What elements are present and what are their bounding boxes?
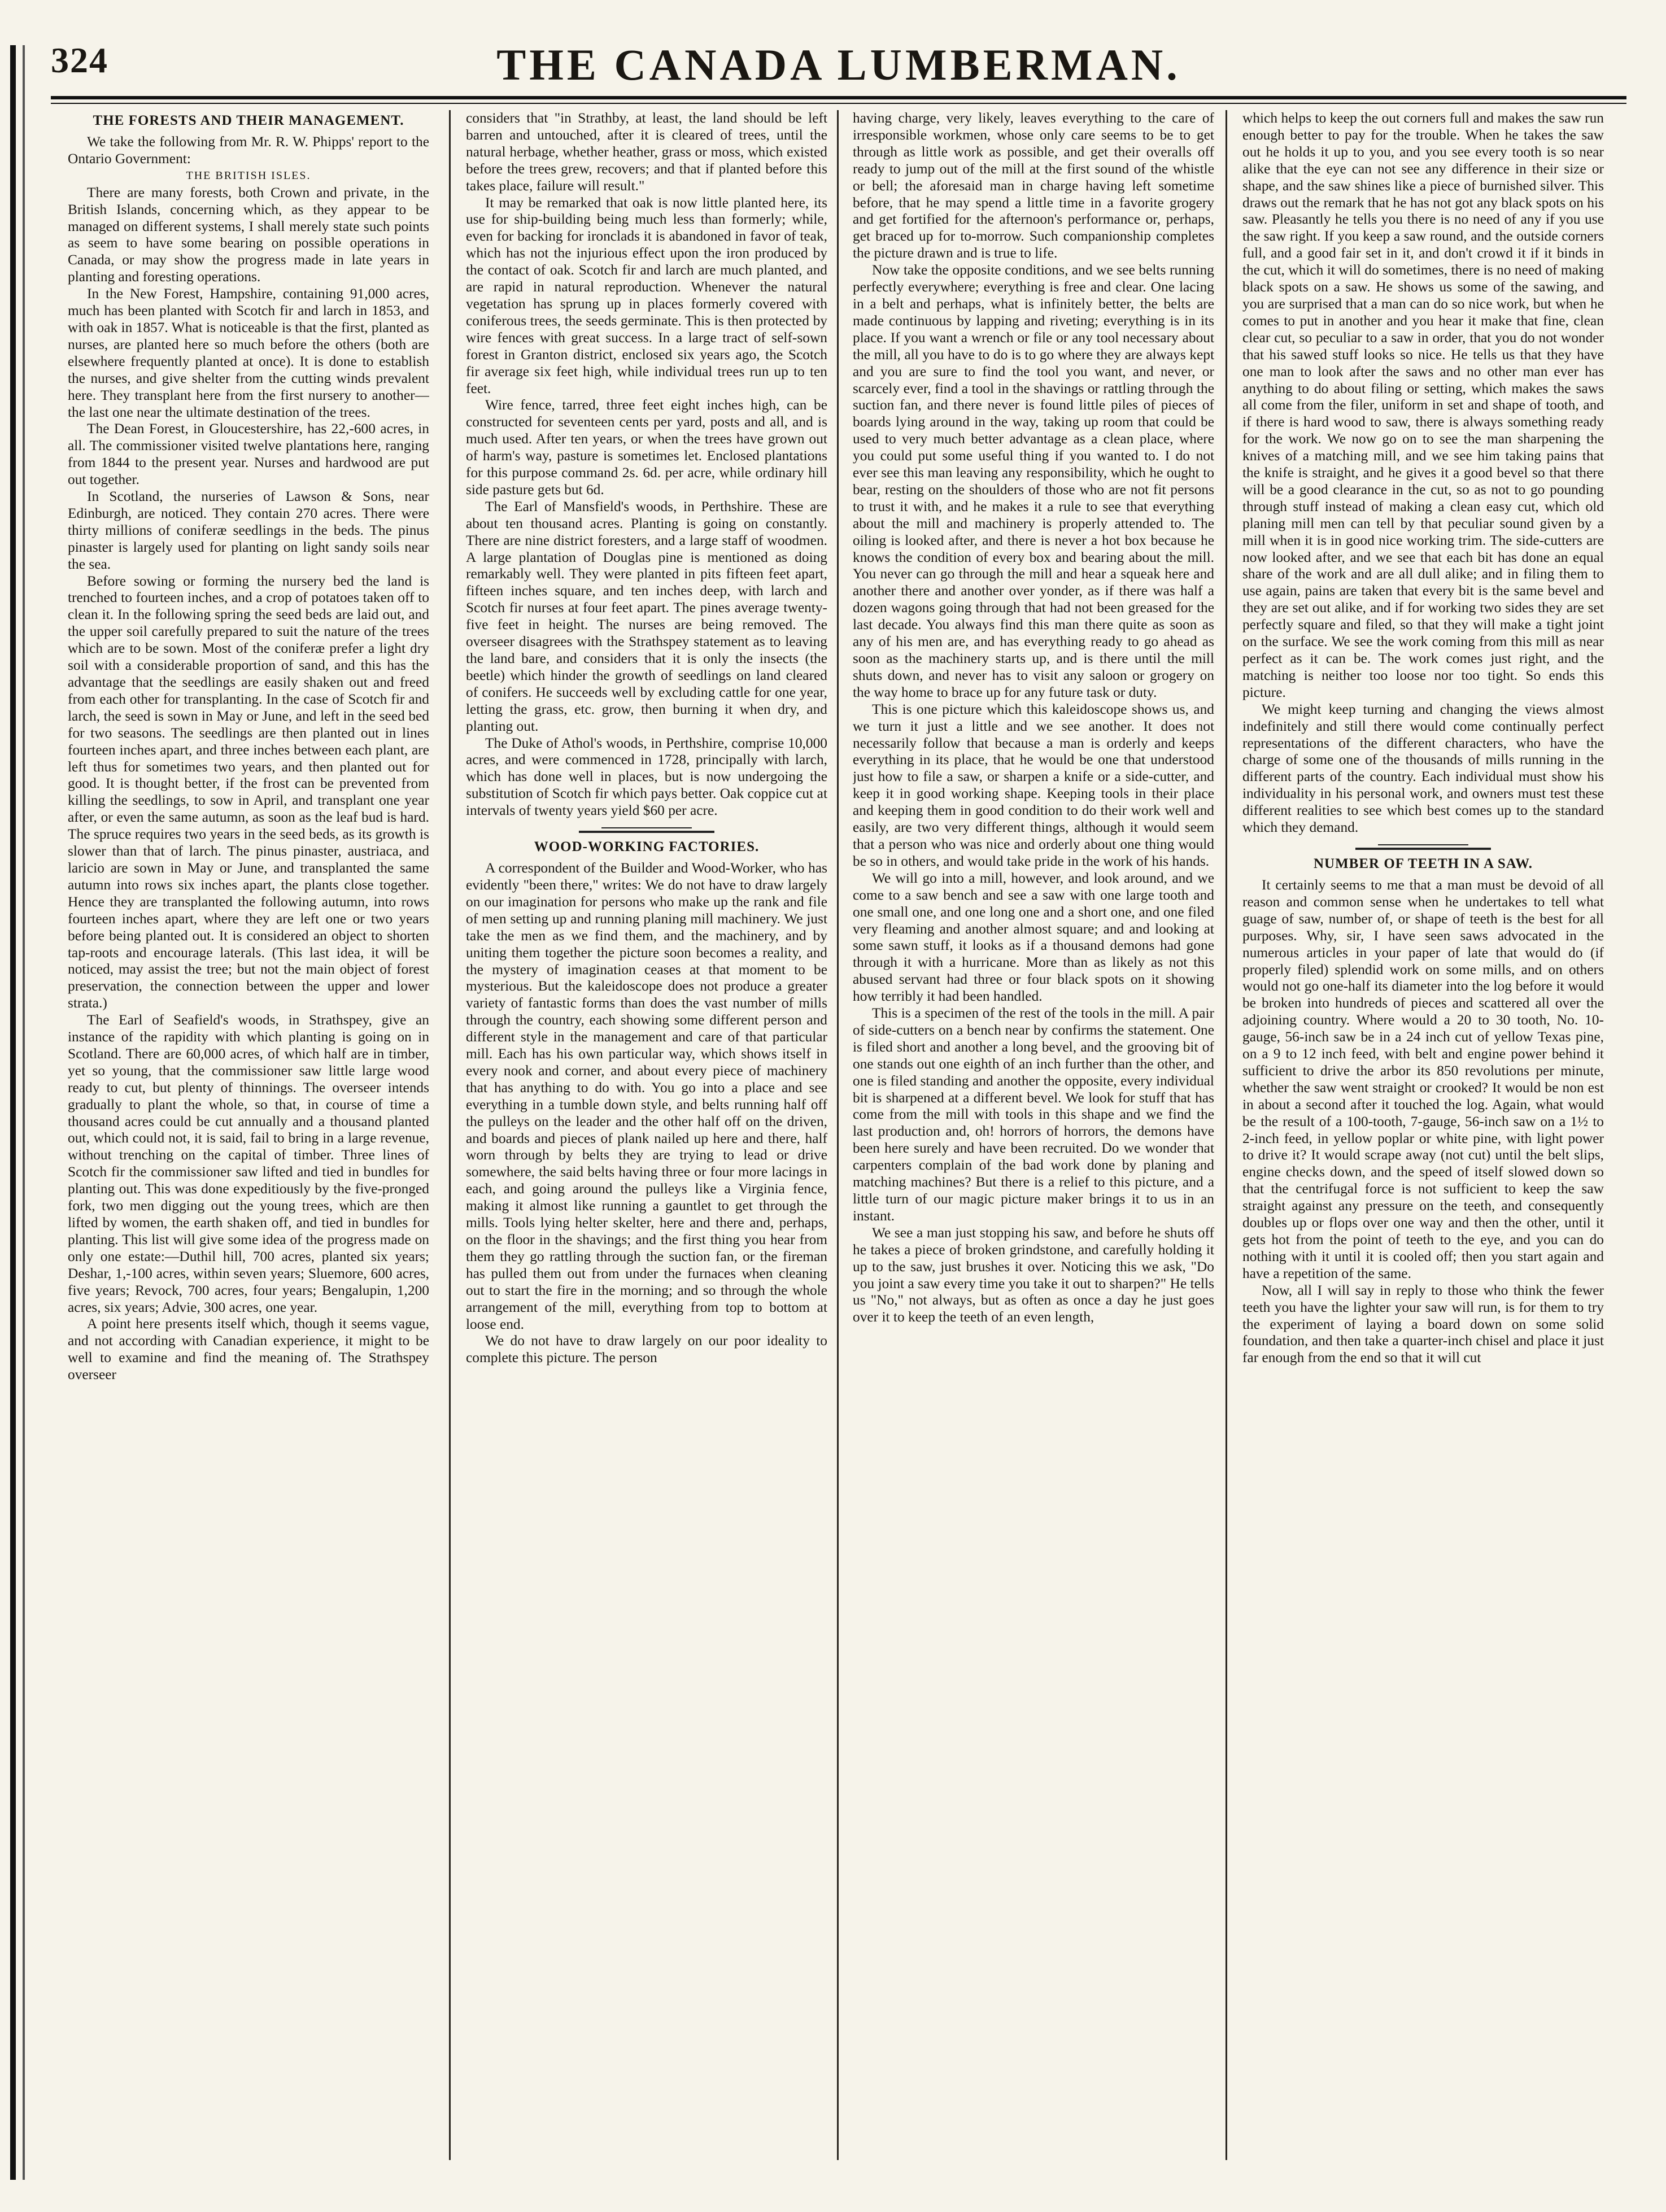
- article-paragraph: Wire fence, tarred, three feet eight inches high, can be constructed for seventeen cents per yard, posts and all, and is much used. After ten years, or when the trees have grown out of harm's way, pasture is sometimes let. Enclosed plantations for this purpose command 2s. 6d. per acre, while ordinary hill side pasture gets but 6d.: [466, 397, 827, 498]
- article-paragraph: A correspondent of the Builder and Wood-Worker, who has evidently "been there," writes: We do not have to draw largely on our imagination for persons who make up the rank and file of men setting up and running planing mill machinery. We just take the men as we find them, and the machinery, and by uniting them together the picture soon becomes a reality, and the mystery of imagination ceases at that moment to be mysterious. But the kaleidoscope does not produce a greater variety of fantastic forms than does the vast number of mills through the country, each showing some different person and different style in the management and care of that particular mill. Each has his own particular way, which shows itself in every nook and corner, and about every piece of machinery that has anything to do with. You go into a place and see everything in a tumble down style, and belts running half off the pulleys on the leader and the other half off on the driven, and boards and pieces of plank nailed up here and there, half worn through by belts they are trying to lead or drive somewhere, the said belts having three or four more lacings in each, and going around the pulleys like a Virginia fence, making it almost like running a gauntlet to get through the mills. Tools lying helter skelter, here and there and, perhaps, on the floor in the shavings; and the first thing you hear from them they go rattling through the suction fan, or the fireman has pulled them out from under the furnaces when cleaning out to start the fire in the morning; and so through the whole arrangement of the mill, everything from top to bottom at loose end.: [466, 860, 827, 1332]
- column-rule: [449, 110, 451, 2160]
- article-paragraph: The Duke of Athol's woods, in Perthshire, comprise 10,000 acres, and were commenced in 1728, principally with larch, which has done well in places, but is now undergoing the substitution of Scotch fir which pays better. Oak coppice cut at intervals of twenty years yield $60 per acre.: [466, 735, 827, 819]
- section-separator: [1242, 842, 1604, 852]
- section-separator: [466, 825, 827, 835]
- column-rule: [1225, 110, 1227, 2160]
- page-header: [51, 40, 1626, 102]
- header-rule-thin: [51, 103, 1626, 104]
- article-paragraph: The Dean Forest, in Gloucestershire, has 22,-600 acres, in all. The commissioner visited twelve plantations here, ranging from 1844 to the present year. Nurses and hardwood are put out together.: [68, 421, 429, 488]
- column-2: [466, 110, 827, 2160]
- article-paragraph: Now take the opposite conditions, and we see belts running perfectly everywhere; everything is free and clear. One lacing in a belt and perhaps, what is infinitely better, the belts are made continuous by lapping and riveting; everything is in its place. If you want a wrench or file or any tool necessary about the mill, all you have to do is to go where they are always kept and you are sure to find the tool you want, and never, or scarcely ever, find a tool in the shavings or rattling through the suction fan, and there never is found little piles of pieces of boards lying around in the way, taking up room that could be used to very much better advantage as a clean place, where you could put some useful thing if you wanted to. I do not ever see this man leaving any responsibility, which he ought to bear, resting on the shoulders of those who are not fit persons to trust it with, and he makes it a rule to see that everything about the mill and machinery is properly attended to. The oiling is looked after, and there is never a hot box because he knows the condition of every box and bearing about the mill. You never can go through the mill and hear a squeak here and another there and another over yonder, as if there was half a dozen wagons going through that had not been greased for the last decade. You always find this man there quite as soon as any of his men are, and has everything ready to go ahead as soon as the machinery starts up, and is there until the mill shuts down, and never has to visit any saloon or grogery on the way home to brace up for any future task or duty.: [853, 262, 1214, 700]
- article-paragraph: This is a specimen of the rest of the tools in the mill. A pair of side-cutters on a bench near by confirms the statement. One is filed short and another a long bevel, and the grooving bit of one stands out one eighth of an inch further than the other, and one is filed standing and another the opposite, every individual bit is sharpened at a different bevel. We look for stuff that has come from the mill with tools in this shape and we find the last production and, oh! horrors of horrors, the demons have been here surely and have been recruited. Do we wonder that carpenters complain of the bad work done by planing and matching machines? But there is a relief to this picture, and a little turn of our magic picture maker brings it to us in an instant.: [853, 1005, 1214, 1224]
- header-rule: [51, 96, 1626, 99]
- article-paragraph: We see a man just stopping his saw, and before he shuts off he takes a piece of broken grindstone, and carefully holding it up to the saw, just brushes it over. Noticing this we ask, "Do you joint a saw every time you take it out to sharpen?" He tells us "No," not always, but as often as once a day he just goes over it to keep the teeth of an even length,: [853, 1224, 1214, 1325]
- article-paragraph: The Earl of Seafield's woods, in Strathspey, give an instance of the rapidity with which planting is going on in Scotland. There are 60,000 acres, of which half are in timber, yet so young, that the commissioner saw little large wood ready to cut, but plenty of thinnings. The overseer intends gradually to plant the whole, so that, in course of time a thousand acres could be cut annually and a thousand planted out, which could not, it is said, fail to bring in a large revenue, without trenching on the capital of timber. Three lines of Scotch fir the commissioner saw lifted and tied in bundles for planting out. This was done expeditiously by the five-pronged fork, two men digging out the young trees, which are then lifted by women, the earth shaken off, and tied in bundles for planting. This list will give some idea of the progress made on only one estate:—Duthil hill, 700 acres, planted six years; Deshar, 1,-100 acres, within seven years; Sluemore, 600 acres, five years; Revock, 700 acres, four years; Bengalupin, 1,200 acres, six years; Advie, 300 acres, one year.: [68, 1012, 429, 1315]
- article-paragraph: A point here presents itself which, though it seems vague, and not according with Canadian experience, it might to be well to examine and find the meaning of. The Strathspey overseer: [68, 1316, 429, 1383]
- article-paragraph: We do not have to draw largely on our poor ideality to complete this picture. The person: [466, 1333, 827, 1366]
- column-3: [853, 110, 1214, 2160]
- article-subheading: THE BRITISH ISLES.: [186, 169, 311, 182]
- article-paragraph: which helps to keep the out corners full and makes the saw run enough better to pay for the trouble. When he takes the saw out he holds it up to you, and you see every tooth is so near alike that the eye can not see any difference in their size or shape, and the saw shines like a piece of burnished silver. This draws out the remark that he has not got any black spots on his saw. Pleasantly he tells you there is no need of any if you use the saw right. If you keep a saw round, and the outside corners full, and a good fair set in it, and don't crowd it if it binds in the cut, which it will do sometimes, there is no need of making black spots on a saw. He shows us some of the sawing, and you are surprised that a man can do so nice work, but when he comes to put in another and you hear it make that fine, clean clear cut, so peculiar to a saw in order, that you do not wonder that his sawed stuff looks so nice. He tells us that they have one man to look after the saws and no other man ever has anything to do about filing or setting, which makes the saws all come from the filer, uniform in set and shape of tooth, and if there is hard wood to saw, there is always something ready for the work. We now go on to see the man sharpening the knives of a matching mill, and we see him taking pains that the knife is straight, and he gives it a good bevel so that there will be a good clearance in the cut, so as not to go pounding through stuff instead of making a clean easy cut, which old planing mill men can tell by that peculiar sound given by a mill when it is in good nice working trim. The side-cutters are now looked after, and we see that each bit has done an equal share of the work and are all dull alike; and in filing them to use again, pains are taken that every bit is the same bevel and they are set out alike, and if for working two sides they are set perfectly square and filed, so that they will make a tight joint on the surface. We see the work coming from this mill as near perfect as it can be. The work comes just right, and the matching is neither too loose nor too tight. So ends this picture.: [1242, 110, 1604, 700]
- article-paragraph: Now, all I will say in reply to those who think the fewer teeth you have the lighter your saw will run, is for them to try the experiment of laying a board down on some solid foundation, and then take a quarter-inch chisel and place it just far enough from the end so that it will cut: [1242, 1282, 1604, 1366]
- article-paragraph: having charge, very likely, leaves everything to the care of irresponsible workmen, whose only care seems to be to get through as little work as possible, and get their overalls off ready to jump out of the mill at the first sound of the whistle or bell; the aforesaid man in charge having left sometime before, that he may spend a little time in a favorite grogery and get fortified for the afternoon's performance or, perhaps, get braced up for to-morrow. Such companionship completes the picture drawn and is true to life.: [853, 110, 1214, 261]
- article-paragraph: We might keep turning and changing the views almost indefinitely and still there would come continually perfect representations of the different characters, who have the charge of some one of the thousands of mills running in the different parts of the country. Each individual must show his individuality in his personal work, and owners must test these different realities to see which best comes up to the standard which they demand.: [1242, 701, 1604, 836]
- column-4: [1242, 110, 1604, 2160]
- article-paragraph: In Scotland, the nurseries of Lawson & Sons, near Edinburgh, are noticed. They contain 270 acres. There were thirty millions of coniferæ seedlings in the beds. The pinus pinaster is largely used for planting on light sandy soils near the sea.: [68, 488, 429, 572]
- article-paragraph: This is one picture which this kaleidoscope shows us, and we turn it just a little and we see another. It does not necessarily follow that because a man is orderly and keeps everything in its place, that he would be one that understood just how to file a saw, or sharpen a knife or a side-cutter, and keep it in good working shape. Keeping tools in their place and keeping them in good condition to do their work well and easily, are two very different things, although it would seem that a person who was nice and orderly about one thing would be so in others, and would take pride in the work of his hands.: [853, 701, 1214, 869]
- binding-edge: [10, 45, 16, 2180]
- article-paragraph: We take the following from Mr. R. W. Phipps' report to the Ontario Government:: [68, 134, 429, 167]
- article-paragraph: We will go into a mill, however, and look around, and we come to a saw bench and see a saw with one large tooth and one small one, and one long one and a short one, and one filed very fleaming and another almost square; and and looking at some sawn stuff, it looks as if a thousand demons had gone through it with a hurricane. More than as likely as not this abused servant had three or four black spots on it showing how terribly it had been handled.: [853, 870, 1214, 1005]
- article-paragraph: It certainly seems to me that a man must be devoid of all reason and common sense when he undertakes to tell what guage of saw, number of, or shape of teeth is the best for all purposes. Why, sir, I have seen saws advocated in the numerous articles in your paper of late that would do (if properly filed) splendid work on some mills, and on others would not go one-half its diameter into the log before it would be broken into hundreds of pieces and scattered all over the adjoining country. Where would a 20 to 30 tooth, No. 10-gauge, 56-inch saw be in a 24 inch cut of yellow Texas pine, on a 9 to 12 inch feed, with belt and engine power behind it sufficient to drive the arbor its 850 revolutions per minute, whether the saw went straight or crooked? It would be non est in about a second after it touched the log. Again, what would be the result of a 100-tooth, 7-gauge, 56-inch saw on a 1½ to 2-inch feed, in yellow poplar or white pine, with light power to drive it? It would scrape away (not cut) until the belt slips, engine checks down, and the speed of itself slowed down so that the centrifugal force is not sufficient to keep the saw straight against any pressure on the teeth, and consequently doubles up or flops over one way and then the other, until it gets hot from the point of teeth to the eye, and you can do nothing with it until it is cooled off; then you start again and have a repetition of the same.: [1242, 876, 1604, 1281]
- column-rule: [837, 110, 839, 2160]
- article-paragraph: There are many forests, both Crown and private, in the British Islands, concerning which, as they appear to be managed on different systems, I shall merely state such points as seem to have some bearing on possible operations in Canada, or may show the progress made in late years in planting and foresting operations.: [68, 184, 429, 285]
- article-paragraph: In the New Forest, Hampshire, containing 91,000 acres, much has been planted with Scotch fir and larch in 1853, and with oak in 1857. What is noticeable is that the first, planted as nurses, are planted here so much before the others (both are elsewhere frequently planted at once). It is done to establish the nurses, and give shelter from the cutting winds prevalent here. They transplant here from the first nursery to another—the last one near the ultimate destination of the trees.: [68, 286, 429, 420]
- binding-edge-inner: [23, 45, 25, 2180]
- article-paragraph: It may be remarked that oak is now little planted here, its use for ship-building being much less than formerly; while, even for backing for ironclads it is abandoned in favor of teak, which has not the injurious effect upon the iron produced by the contact of oak. Scotch fir and larch are much planted, and are rapid in natural reproduction. Whenever the natural vegetation has sprung up in places formerly covered with coniferous trees, the seeds germinate. This is then protected by wire fences with great success. In a large tract of self-sown forest in Granton district, enclosed six years ago, the Scotch fir average six feet high, while individual trees run up to ten feet.: [466, 194, 827, 396]
- article-paragraph: Before sowing or forming the nursery bed the land is trenched to fourteen inches, and a crop of potatoes taken off to clean it. In the following spring the seed beds are laid out, and the upper soil carefully prepared to suit the nature of the trees which are to be sown. Most of the coniferæ prefer a light dry soil with a considerable proportion of sand, and this has the advantage that the seedlings are easily shaken out and freed from each other for transplanting. In the case of Scotch fir and larch, the seed is sown in May or June, and left in the seed bed for two seasons. The seedlings are then planted out in lines fourteen inches apart, and three inches between each plant, are left thus for sometimes two years, and then planted out for good. It is thought better, if the frost can be prevented from killing the seedlings, to sow in April, and transplant one year after, or even the same autumn, as soon as the leaf bud is hard. The spruce requires two years in the seed beds, as its growth is slower than that of larch. The pinus pinaster, austriaca, and laricio are sown in May or June, and transplanted the same autumn into rows six inches apart, the plants close together. Hence they are transplanted the following autumn, into rows fourteen inches apart, where they are left one or two years before being planted out. It is considered an object to shorten tap-roots and encourage laterals. (This last idea, it will be noticed, may assist the tree; but not the main object of forest preservation, the connection between the upper and lower strata.): [68, 573, 429, 1011]
- article-paragraph: The Earl of Mansfield's woods, in Perthshire. These are about ten thousand acres. Planting is going on constantly. There are nine district foresters, and a large staff of woodmen. A large plantation of Douglas pine is mentioned as doing remarkably well. They were planted in pits fifteen feet apart, fifteen inches square, and ten inches deep, with larch and Scotch fir nurses at four feet apart. The pines average twenty-five feet in height. The nurses are being removed. The overseer disagrees with the Strathspey statement as to leaving the land bare, and considers that it is only the insects (the beetle) which hinder the growth of seedlings on land cleared of conifers. He succeeds well by excluding cattle for one year, letting the grass, etc. grow, then burning it when dry, and planting out.: [466, 498, 827, 734]
- article-heading-woodworking: WOOD-WORKING FACTORIES.: [534, 839, 760, 855]
- masthead-title: THE CANADA LUMBERMAN.: [496, 40, 1181, 89]
- article-paragraph: considers that "in Strathby, at least, the land should be left barren and untouched, after it is cleared of trees, until the natural herbage, whether heather, grass or moss, which existed before the trees grew, recovers; and that if planted before this takes place, failure will result.": [466, 110, 827, 194]
- article-heading-forests: THE FORESTS AND THEIR MANAGEMENT.: [93, 113, 404, 128]
- column-1: [68, 110, 429, 2160]
- page-number: 324: [51, 40, 108, 80]
- article-heading-saw-teeth: NUMBER OF TEETH IN A SAW.: [1313, 856, 1533, 871]
